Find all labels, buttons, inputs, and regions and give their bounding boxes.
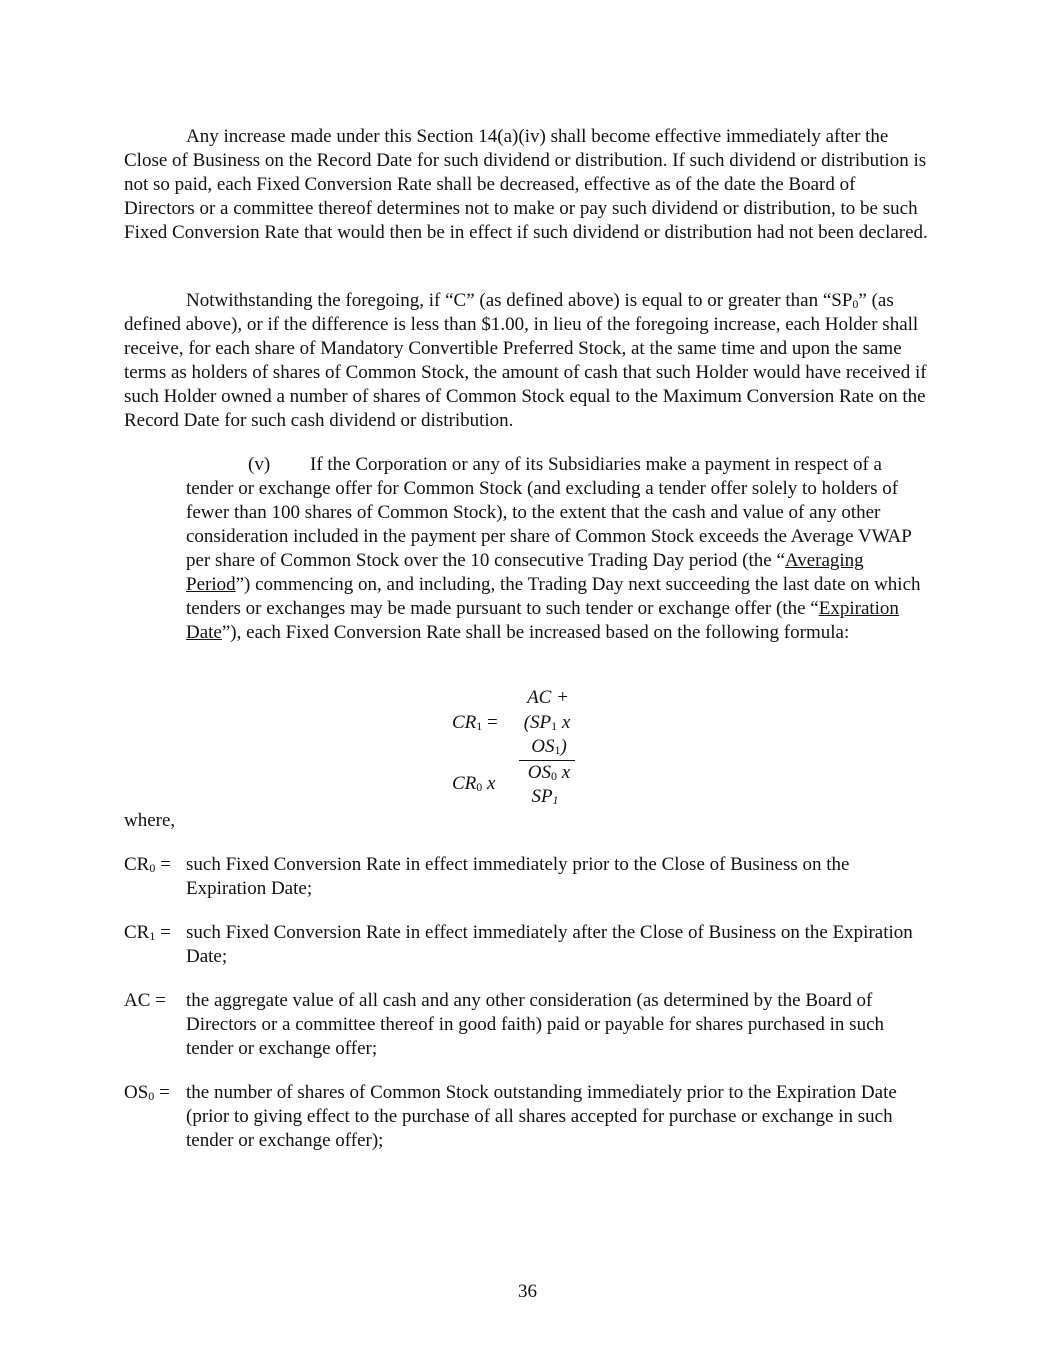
section-v-number: (v) (248, 454, 271, 475)
definition-text: the number of shares of Common Stock outstanding immediately prior to the Expiration Date (prior to giving effect to the purchase of all shares accepted for purchase or exchange in such tender or exchange offer); (186, 1082, 897, 1151)
term-expiration-date: Expiration Date (186, 598, 899, 643)
paragraph-notwithstanding (124, 289, 930, 433)
formula-cr0-label: $CR_0$ x (452, 773, 496, 794)
paragraph-section-14-a-iv-effect: Any increase made under this Section 14(a)(iv) shall become effective immediately after the Close of Business on the Record Date for such dividend or distribution. If such dividend or distribution is not so paid, each Fixed Conversion Rate shall be decreased, effective as of the date the Board of Directors or a committee thereof determines not to make or pay such dividend or distribution, to be such Fixed Conversion Rate that would then be in effect if such dividend or distribution had not been declared. (124, 126, 928, 243)
para2-before: Notwithstanding the foregoing, if “C” (as defined above) is equal to or greater than “SP (186, 290, 853, 311)
definition-text: such Fixed Conversion Rate in effect immediately prior to the Close of Business on the Expiration Date; (186, 854, 850, 899)
formula-cr1-label: $CR_1$ = (452, 712, 498, 733)
conversion-rate-formula (440, 686, 600, 806)
formula-numerator-line2: ($SP_1$ x (523, 712, 571, 733)
definition-term: $CR_0$ = (124, 854, 171, 875)
formula-denominator-line1: $OS_0$ x (527, 762, 571, 783)
section-v-text1: If the Corporation or any of its Subsidiaries make a payment in respect of a tender or exchange offer for Common Stock (and excluding a tender offer solely to holders of fewer than 100 shares of Common Stock), to the extent that the cash and value of any other consideration included in the payment per share of Common Stock exceeds the Average VWAP per share of Common Stock over the 10 consecutive Trading Day period (the “ (186, 454, 912, 571)
section-v-text2: ”) commencing on, and including, the Trading Day next succeeding the last date on which tenders or exchanges may be made pursuant to such tender or exchange offer (the “ (186, 574, 921, 619)
page-number: 36 (518, 1281, 537, 1302)
section-v-paragraph (186, 453, 930, 645)
term-averaging-period: Averaging Period (186, 550, 864, 595)
para2-sub: 0 (852, 297, 859, 311)
formula-numerator-line3: $OS_1$) (531, 736, 567, 757)
definition-text: such Fixed Conversion Rate in effect immediately after the Close of Business on the Expiration Date; (186, 922, 913, 967)
definition-term: $CR_1$ = (124, 922, 171, 943)
where-label: where, (124, 810, 176, 831)
para2-after: ” (as defined above), or if the difference is less than $1.00, in lieu of the foregoing increase, each Holder shall receive, for each share of Mandatory Convertible Preferred Stock, at the same time and upon the same terms as holders of shares of Common Stock, the amount of cash that such Holder would have received if such Holder owned a number of shares of Common Stock equal to the Maximum Conversion Rate on the Record Date for such cash dividend or distribution. (124, 290, 927, 431)
section-v-text3: ”), each Fixed Conversion Rate shall be increased based on the following formula: (221, 622, 850, 643)
formula-numerator-line1: AC + (527, 687, 569, 708)
definition-text: the aggregate value of all cash and any other consideration (as determined by the Board of Directors or a committee thereof in good faith) paid or payable for shares purchased in such tender or exchange offer; (186, 990, 884, 1059)
definition-term: $OS_0$ = (124, 1082, 170, 1103)
definition-term: AC = (124, 990, 166, 1011)
formula-denominator-line2: $SP_1$ (531, 786, 559, 807)
